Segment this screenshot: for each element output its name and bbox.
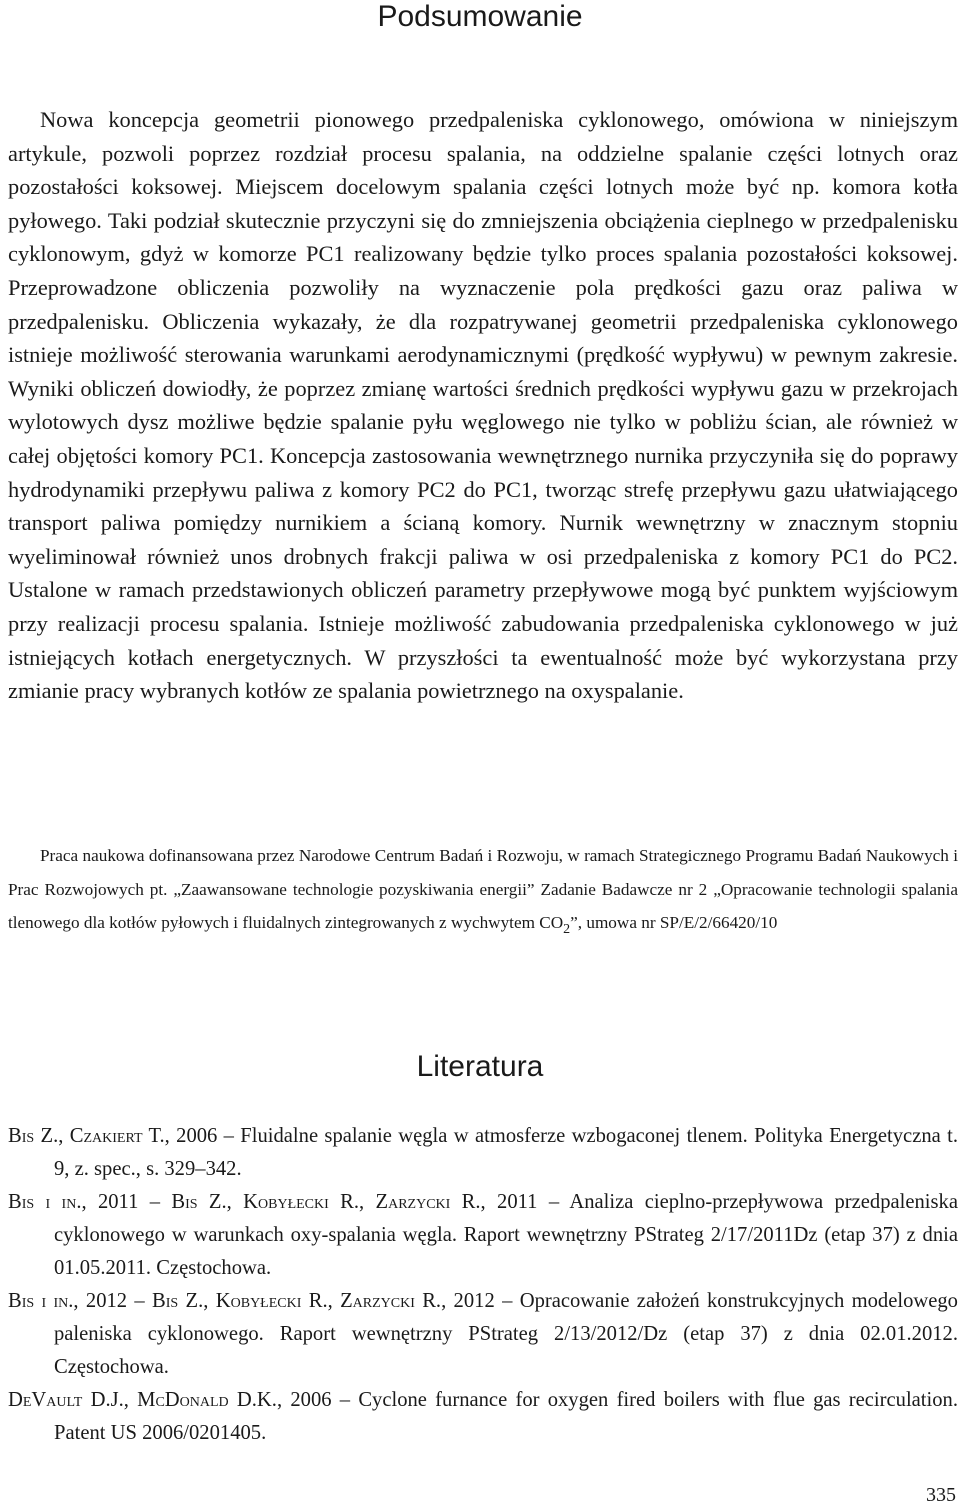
reference-item: [8, 1285, 958, 1384]
funding-note: [8, 839, 958, 940]
reference-list: [8, 1120, 958, 1450]
summary-paragraph: Nowa koncepcja geometrii pionowego przedpaleniska cyklonowego, omówiona w niniejszym artykule, pozwoli poprzez rozdział procesu spalania, na oddzielne spalanie części lotnych oraz pozostałości koksowej. Miejscem docelowym spalania części lotnych może być np. komora kotła pyłowego. Taki podział skutecznie przyczyni się do zmniejszenia obciążenia cieplnego w przedpalenisku cyklonowym, gdyż w komorze PC1 realizowany będzie tylko proces spalania pozostałości koksowej. Przeprowadzone obliczenia pozwoliły na wyznaczenie pola prędkości gazu oraz paliwa w przedpalenisku. Obliczenia wykazały, że dla rozpatrywanej geometrii przedpaleniska cyklonowego istnieje możliwość sterowania warunkami aerodynamicznymi (prędkość wypływu) w pewnym zakresie. Wyniki obliczeń dowiodły, że poprzez zmianę wartości średnich prędkości wypływu gazu w przekrojach wylotowych dysz możliwe będzie spalanie pyłu węglowego nie tylko w pobliżu ścian, ale również w całej objętości komory PC1. Koncepcja zastosowania wewnętrznego nurnika przyczyniła się do poprawy hydrodynamiki przepływu paliwa z komory PC2 do PC1, tworząc strefę przepływu gazu ułatwiającego transport paliwa pomiędzy nurnikiem a ścianą komory. Nurnik wewnętrzny w znacznym stopniu wyeliminował również unos drobnych frakcji paliwa w osi przedpaleniska z komory PC1 do PC2. Ustalone w ramach przedstawionych obliczeń parametry przepływowe mogą być punktem wyjściowym przy realizacji procesu spalania. Istnieje możliwość zabudowania przedpaleniska cyklonowego w już istniejących kotłach energetycznych. W przyszłości ta ewentualność może być wykorzystana przy zmianie pracy wybranych kotłów ze spalania powietrznego na oxyspalanie.: [8, 107, 958, 704]
reference-item: [8, 1384, 958, 1450]
reference-text: 2011 – Analiza cieplno-przepływowa przedpaleniska cyklonowego w warunkach oxy-spalania węgla. Raport wewnętrzny PStrateg 2/17/2011Dz (etap 37) z dnia 01.05.2011. Częstochowa.: [54, 1191, 958, 1279]
funding-subscript: 2: [563, 922, 571, 937]
reference-authors: DeVault D.J., McDonald D.K.,: [8, 1389, 283, 1411]
section-heading-summary: Podsumowanie: [377, 0, 583, 33]
section-heading-literature: Literatura: [416, 1050, 544, 1083]
page-number: 335: [926, 1484, 956, 1506]
funding-text: Praca naukowa dofinansowana przez Narodowe Centrum Badań i Rozwoju, w ramach Strategicznego Programu Badań Naukowych i Prac Rozwojowych pt. „Zaawansowane technologie pozyskiwania energii” Zadanie Badawcze nr 2 „Opracowanie technologii spalania tlenowego dla kotłów pyłowych i fluidalnych zintegrowanych z wychwytem CO: [8, 846, 958, 932]
reference-item: [8, 1120, 958, 1186]
reference-text: 2012 – Opracowanie założeń konstrukcyjnych modelowego paleniska cyklonowego. Raport wewnętrzny PStrateg 2/13/2012/Dz (etap 37) z dnia 02.01.2012. Częstochowa.: [54, 1290, 958, 1378]
funding-text-end: ”, umowa nr SP/E/2/66420/10: [570, 913, 778, 932]
reference-authors: Bis Z., Czakiert T.,: [8, 1125, 170, 1147]
reference-authors: Bis i in., 2011 – Bis Z., Kobyłecki R., Zarzycki R.,: [8, 1191, 486, 1213]
reference-text: 2006 – Fluidalne spalanie węgla w atmosferze wzbogaconej tlenem. Polityka Energetyczna t. 9, z. spec., s. 329–342.: [54, 1125, 958, 1180]
reference-item: [8, 1186, 958, 1285]
reference-text: 2006 – Cyclone furnance for oxygen fired boilers with flue gas recirculation. Patent US 2006/0201405.: [54, 1389, 958, 1444]
reference-authors: Bis i in., 2012 – Bis Z., Kobyłecki R., Zarzycki R.,: [8, 1290, 447, 1312]
